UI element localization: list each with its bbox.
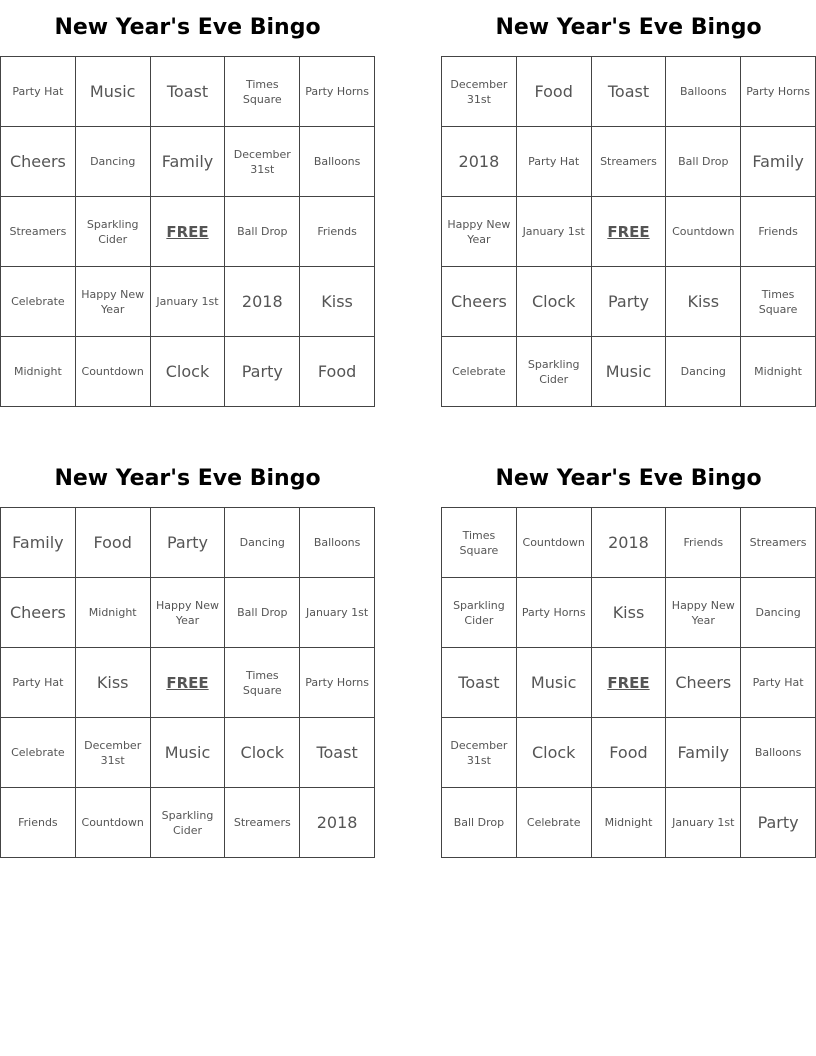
bingo-cell: Ball Drop	[666, 127, 741, 197]
bingo-row	[442, 788, 816, 858]
bingo-cell: Streamers	[741, 508, 816, 578]
bingo-cell: Balloons	[300, 508, 375, 578]
bingo-cell: Clock	[150, 337, 225, 407]
bingo-cell: December 31st	[225, 127, 300, 197]
bingo-cell: Family	[150, 127, 225, 197]
bingo-cell: Balloons	[741, 718, 816, 788]
bingo-cell: Sparkling Cider	[75, 197, 150, 267]
bingo-cell: 2018	[225, 267, 300, 337]
bingo-row	[1, 197, 375, 267]
bingo-cell: Streamers	[225, 788, 300, 858]
bingo-row	[1, 718, 375, 788]
bingo-cell: Party Horns	[300, 648, 375, 718]
bingo-cell: Celebrate	[1, 718, 76, 788]
bingo-cell: Midnight	[75, 578, 150, 648]
bingo-cell: Party Hat	[741, 648, 816, 718]
bingo-cell: Toast	[442, 648, 517, 718]
bingo-cell: Clock	[225, 718, 300, 788]
bingo-cell: Kiss	[300, 267, 375, 337]
bingo-cell: Kiss	[591, 578, 666, 648]
bingo-cell: Toast	[300, 718, 375, 788]
bingo-cell: Dancing	[666, 337, 741, 407]
bingo-cell: Countdown	[666, 197, 741, 267]
bingo-cell: Party Hat	[516, 127, 591, 197]
bingo-cell: Party	[225, 337, 300, 407]
bingo-cell: Celebrate	[1, 267, 76, 337]
free-space-cell: FREE	[591, 197, 666, 267]
bingo-cell: Party Hat	[1, 648, 76, 718]
bingo-cell: January 1st	[516, 197, 591, 267]
bingo-row	[1, 127, 375, 197]
bingo-cell: 2018	[442, 127, 517, 197]
bingo-cell: Toast	[150, 57, 225, 127]
bingo-cell: January 1st	[300, 578, 375, 648]
card-title: New Year's Eve Bingo	[54, 15, 321, 40]
free-space-cell: FREE	[150, 648, 225, 718]
bingo-cell: Party Hat	[1, 57, 76, 127]
bingo-cell: Music	[591, 337, 666, 407]
bingo-cell: Food	[591, 718, 666, 788]
bingo-row	[442, 267, 816, 337]
bingo-row	[442, 57, 816, 127]
bingo-cell: December 31st	[442, 718, 517, 788]
bingo-cell: Friends	[741, 197, 816, 267]
card-title: New Year's Eve Bingo	[495, 466, 762, 491]
bingo-row	[1, 578, 375, 648]
bingo-row	[442, 718, 816, 788]
bingo-cell: Music	[150, 718, 225, 788]
bingo-cell: Dancing	[75, 127, 150, 197]
bingo-cell: Ball Drop	[442, 788, 517, 858]
bingo-row	[442, 648, 816, 718]
bingo-cell: January 1st	[666, 788, 741, 858]
bingo-cell: Party	[741, 788, 816, 858]
bingo-row	[442, 337, 816, 407]
bingo-row	[1, 788, 375, 858]
bingo-cell: Party	[150, 508, 225, 578]
bingo-cell: Sparkling Cider	[516, 337, 591, 407]
bingo-row	[1, 508, 375, 578]
bingo-card-3	[0, 451, 375, 858]
bingo-cell: Balloons	[300, 127, 375, 197]
bingo-cell: Friends	[666, 508, 741, 578]
card-title: New Year's Eve Bingo	[495, 15, 762, 40]
bingo-cell: Sparkling Cider	[442, 578, 517, 648]
bingo-cell: 2018	[591, 508, 666, 578]
bingo-row	[1, 267, 375, 337]
bingo-cell: December 31st	[75, 718, 150, 788]
bingo-cell: Party	[591, 267, 666, 337]
bingo-card-1	[0, 0, 375, 407]
bingo-cell: Times Square	[442, 508, 517, 578]
bingo-cell: Balloons	[666, 57, 741, 127]
bingo-cell: Kiss	[666, 267, 741, 337]
bingo-cell: Ball Drop	[225, 197, 300, 267]
bingo-grid	[441, 507, 816, 858]
bingo-cell: Streamers	[1, 197, 76, 267]
bingo-cell: Celebrate	[442, 337, 517, 407]
bingo-cell: Food	[300, 337, 375, 407]
bingo-cell: Music	[516, 648, 591, 718]
bingo-cell: Food	[75, 508, 150, 578]
bingo-cell: Party Horns	[300, 57, 375, 127]
free-space-cell: FREE	[150, 197, 225, 267]
bingo-cell: Happy New Year	[442, 197, 517, 267]
bingo-cell: Celebrate	[516, 788, 591, 858]
bingo-cell: Clock	[516, 267, 591, 337]
bingo-cell: Midnight	[591, 788, 666, 858]
bingo-cell: Food	[516, 57, 591, 127]
bingo-cell: Sparkling Cider	[150, 788, 225, 858]
bingo-cell: Cheers	[1, 578, 76, 648]
bingo-row	[442, 127, 816, 197]
bingo-cell: Happy New Year	[150, 578, 225, 648]
bingo-cell: Midnight	[741, 337, 816, 407]
bingo-cell: Cheers	[666, 648, 741, 718]
bingo-cell: Party Horns	[741, 57, 816, 127]
bingo-cell: January 1st	[150, 267, 225, 337]
bingo-card-4	[441, 451, 816, 858]
bingo-cell: December 31st	[442, 57, 517, 127]
bingo-cell: Kiss	[75, 648, 150, 718]
bingo-cell: Music	[75, 57, 150, 127]
bingo-row	[1, 337, 375, 407]
bingo-cell: Happy New Year	[75, 267, 150, 337]
bingo-card-2	[441, 0, 816, 407]
bingo-row	[442, 508, 816, 578]
bingo-grid	[0, 56, 375, 407]
card-title: New Year's Eve Bingo	[54, 466, 321, 491]
bingo-cell: Clock	[516, 718, 591, 788]
bingo-grid	[0, 507, 375, 858]
bingo-cell: Dancing	[225, 508, 300, 578]
bingo-row	[1, 648, 375, 718]
bingo-row	[442, 578, 816, 648]
bingo-cell: Friends	[1, 788, 76, 858]
bingo-cell: Family	[666, 718, 741, 788]
bingo-row	[442, 197, 816, 267]
bingo-cell: Dancing	[741, 578, 816, 648]
bingo-cell: Ball Drop	[225, 578, 300, 648]
bingo-cell: Times Square	[225, 648, 300, 718]
bingo-cell: Countdown	[75, 788, 150, 858]
free-space-cell: FREE	[591, 648, 666, 718]
bingo-cell: Happy New Year	[666, 578, 741, 648]
bingo-cell: Times Square	[741, 267, 816, 337]
bingo-cell: Countdown	[516, 508, 591, 578]
bingo-cell: Family	[1, 508, 76, 578]
bingo-cell: 2018	[300, 788, 375, 858]
bingo-cell: Midnight	[1, 337, 76, 407]
bingo-grid	[441, 56, 816, 407]
bingo-cell: Family	[741, 127, 816, 197]
bingo-cell: Friends	[300, 197, 375, 267]
bingo-cell: Times Square	[225, 57, 300, 127]
bingo-cell: Party Horns	[516, 578, 591, 648]
bingo-cell: Cheers	[1, 127, 76, 197]
bingo-cell: Streamers	[591, 127, 666, 197]
bingo-cell: Cheers	[442, 267, 517, 337]
bingo-cell: Countdown	[75, 337, 150, 407]
bingo-row	[1, 57, 375, 127]
bingo-cell: Toast	[591, 57, 666, 127]
